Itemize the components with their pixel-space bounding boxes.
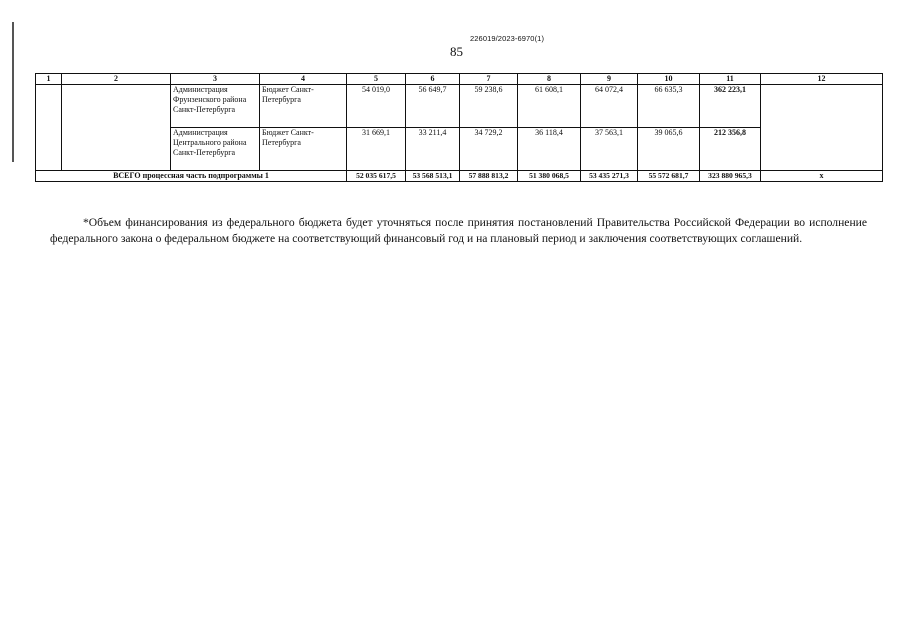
table-header-row: [36, 74, 883, 85]
document-id: 226019/2023-6970(1): [470, 34, 545, 43]
financing-table: [35, 73, 883, 182]
administration-name: Администрация Центрального района Санкт-Петербурга: [171, 128, 260, 171]
value-cell: 64 072,4: [581, 85, 638, 128]
column-header: 10: [638, 74, 700, 85]
value-cell: 54 019,0: [347, 85, 406, 128]
column-header: 5: [347, 74, 406, 85]
column-header: 9: [581, 74, 638, 85]
value-cell: 33 211,4: [406, 128, 460, 171]
summary-row: [36, 171, 883, 182]
value-cell: 36 118,4: [518, 128, 581, 171]
column-header: 3: [171, 74, 260, 85]
column-header: 6: [406, 74, 460, 85]
summary-value-cell: 53 568 513,1: [406, 171, 460, 182]
column-header: 11: [700, 74, 761, 85]
summary-total-cell: 323 880 965,3: [700, 171, 761, 182]
summary-label: ВСЕГО процессная часть подпрограммы 1: [36, 171, 347, 182]
column-header: 2: [62, 74, 171, 85]
summary-col12-cell: х: [761, 171, 883, 182]
table-cell-col2: [62, 85, 171, 171]
value-cell: 66 635,3: [638, 85, 700, 128]
table-cell-col1: [36, 85, 62, 171]
value-cell: 59 238,6: [460, 85, 518, 128]
table-cell-col12: [761, 85, 883, 171]
column-header: 8: [518, 74, 581, 85]
budget-source: Бюджет Санкт-Петербурга: [260, 128, 347, 171]
row-total-cell: 212 356,8: [700, 128, 761, 171]
column-header: 12: [761, 74, 883, 85]
value-cell: 34 729,2: [460, 128, 518, 171]
summary-value-cell: 53 435 271,3: [581, 171, 638, 182]
table-row: [36, 85, 883, 128]
column-header: 4: [260, 74, 347, 85]
footnote-text: *Объем финансирования из федерального бюджета будет уточняться после принятия постановлений Правительства Российской Федерации во исполнение федерального закона о федеральном бюджете на соответствующий финансовый год и на плановый период и заключения соответствующих соглашений.: [50, 215, 867, 245]
row-total-cell: 362 223,1: [700, 85, 761, 128]
summary-value-cell: 55 572 681,7: [638, 171, 700, 182]
value-cell: 37 563,1: [581, 128, 638, 171]
value-cell: 61 608,1: [518, 85, 581, 128]
column-header: 7: [460, 74, 518, 85]
summary-value-cell: 57 888 813,2: [460, 171, 518, 182]
page-number: 85: [450, 44, 463, 59]
value-cell: 39 065,6: [638, 128, 700, 171]
scan-edge-mark: [12, 22, 14, 162]
column-header: 1: [36, 74, 62, 85]
value-cell: 31 669,1: [347, 128, 406, 171]
summary-value-cell: 52 035 617,5: [347, 171, 406, 182]
value-cell: 56 649,7: [406, 85, 460, 128]
budget-source: Бюджет Санкт-Петербурга: [260, 85, 347, 128]
administration-name: Администрация Фрунзенского района Санкт-Петербурга: [171, 85, 260, 128]
summary-value-cell: 51 380 068,5: [518, 171, 581, 182]
